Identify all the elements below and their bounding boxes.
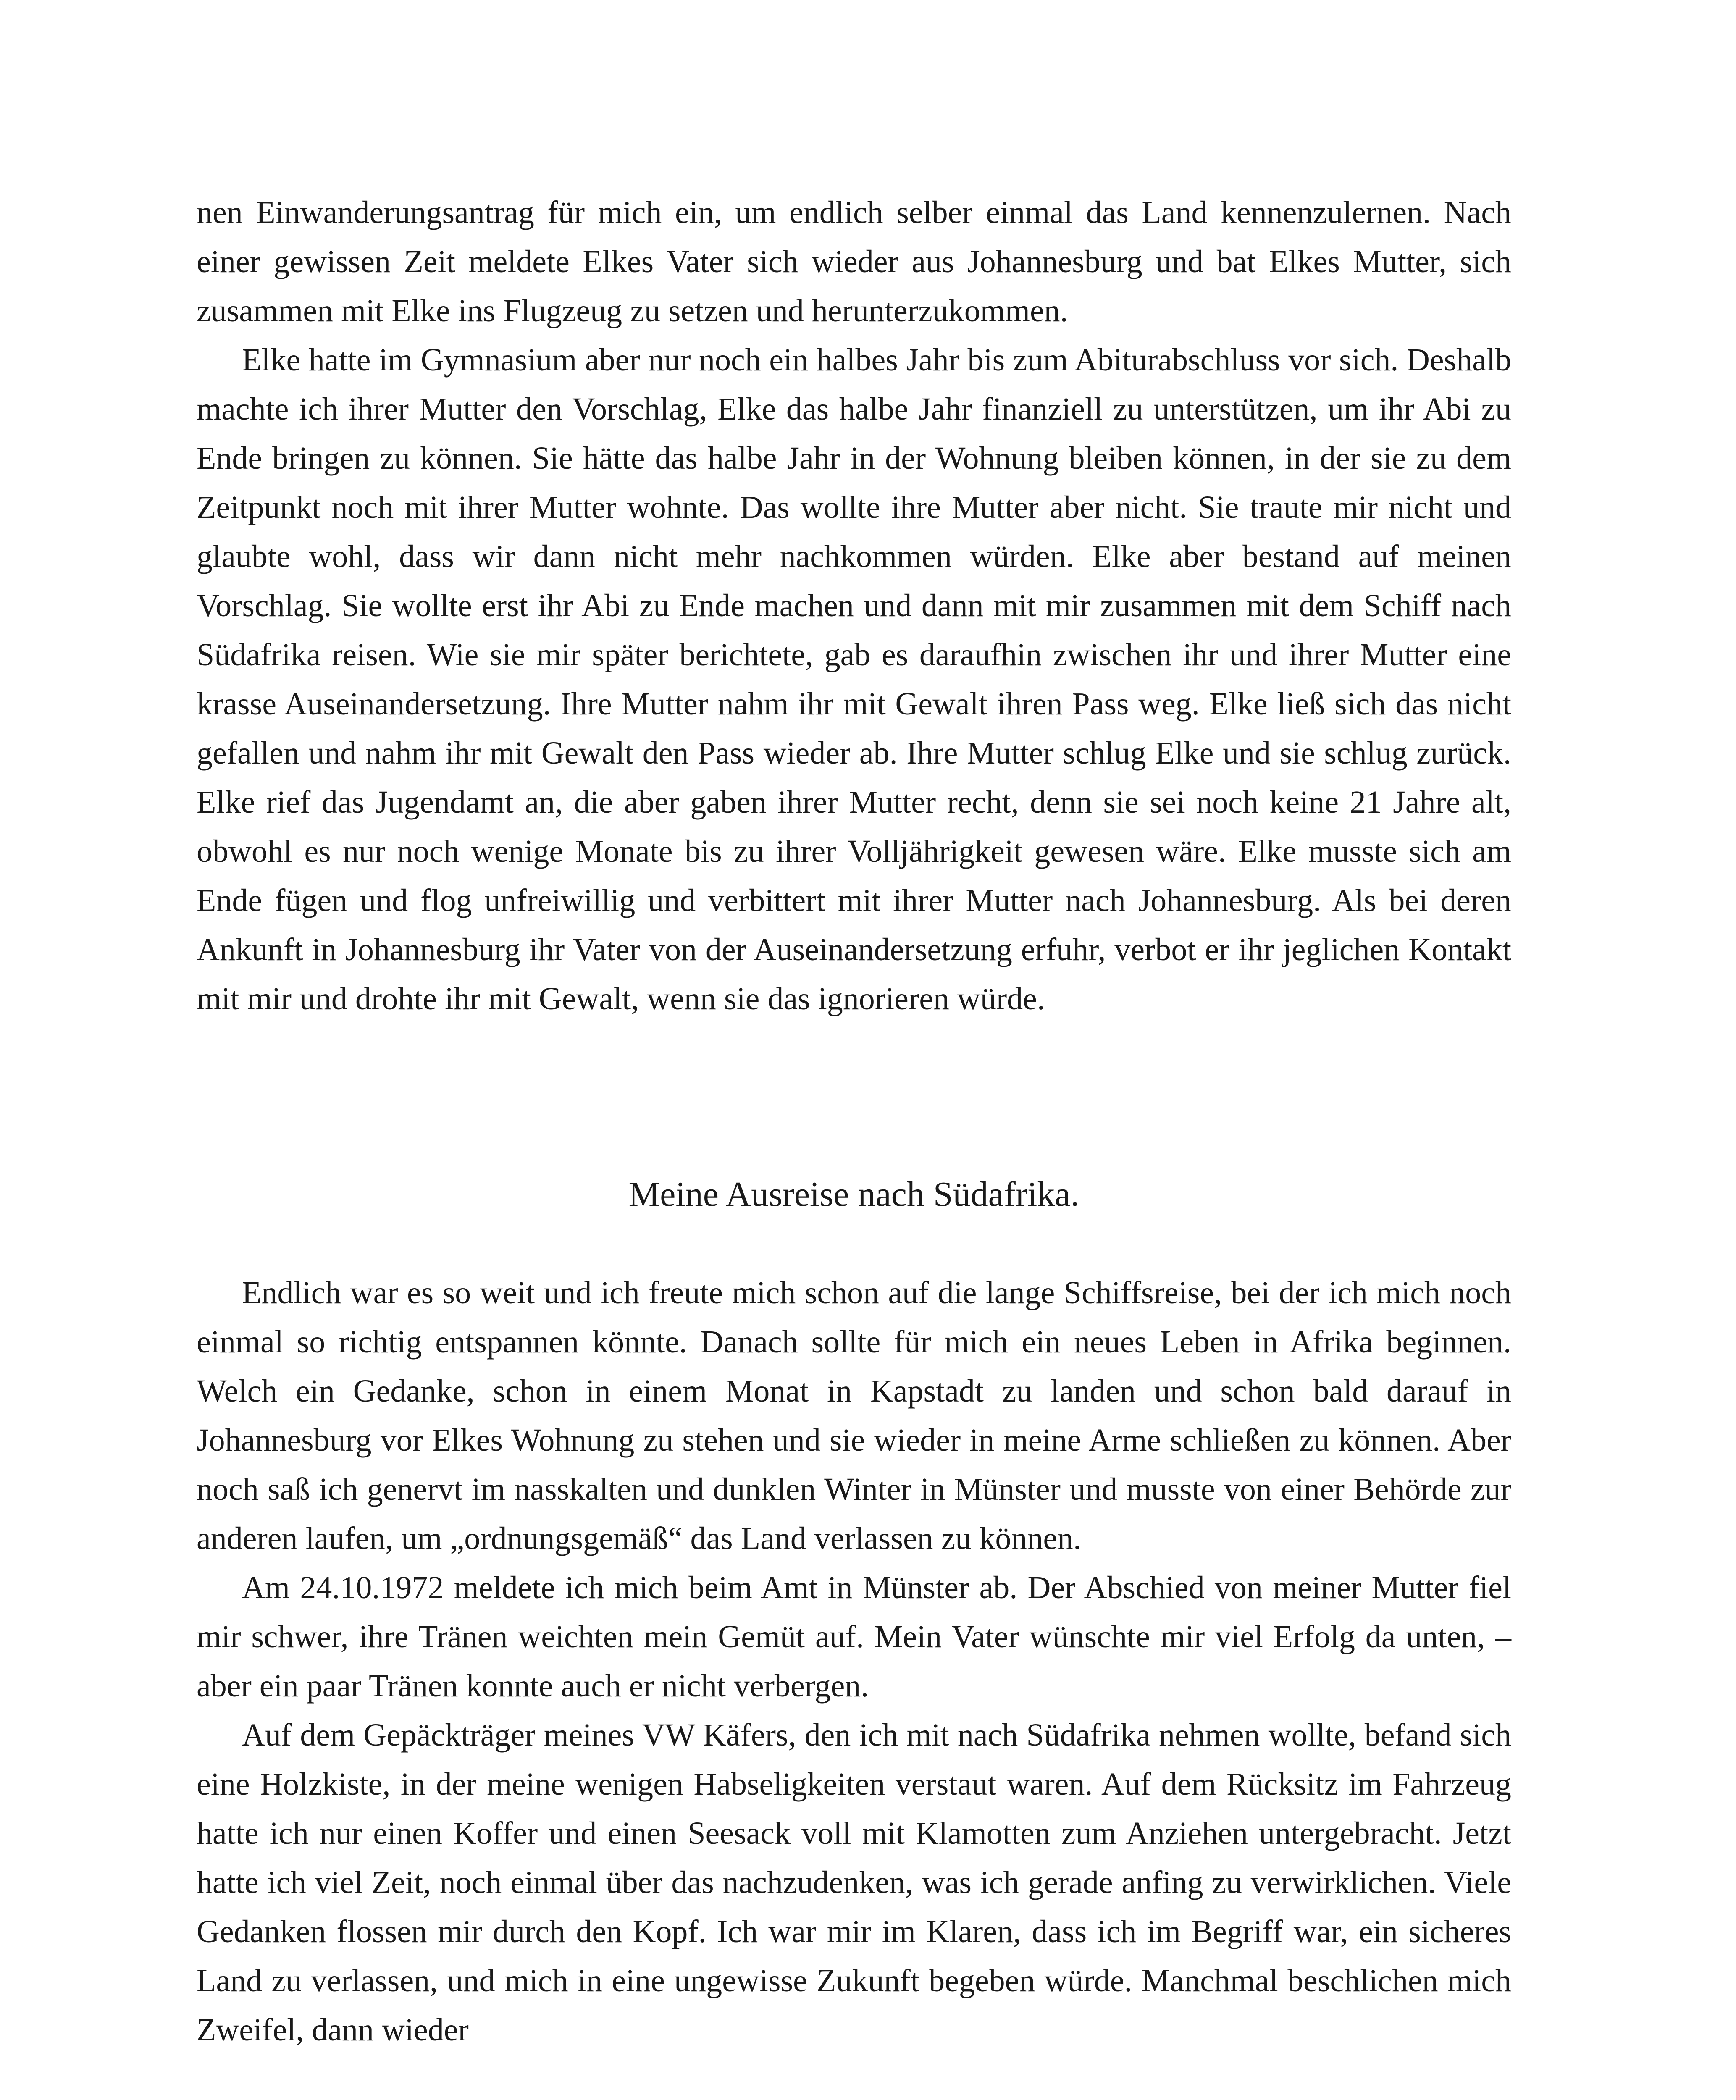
paragraph-elke-abitur: Elke hatte im Gymnasium aber nur noch ein halbes Jahr bis zum Abiturabschluss vor sich. Deshalb machte ich ihrer Mutter den Vorschlag, Elke das halbe Jahr finanziell zu unterstützen, um ihr Abi zu Ende bringen zu können. Sie hätte das halbe Jahr in der Wohnung bleiben können, in der sie zu dem Zeitpunkt noch mit ihrer Mutter wohnte. Das wollte ihre Mutter aber nicht. Sie traute mir nicht und glaubte wohl, dass wir dann nicht mehr nachkommen würden. Elke aber bestand auf meinen Vorschlag. Sie wollte erst ihr Abi zu Ende machen und dann mit mir zusammen mit dem Schiff nach Südafrika reisen. Wie sie mir später berichtete, gab es daraufhin zwischen ihr und ihrer Mutter eine krasse Auseinandersetzung. Ihre Mutter nahm ihr mit Gewalt ihren Pass weg. Elke ließ sich das nicht gefallen und nahm ihr mit Gewalt den Pass wieder ab. Ihre Mutter schlug Elke und sie schlug zurück. Elke rief das Jugendamt an, die aber gaben ihrer Mutter recht, denn sie sei noch keine 21 Jahre alt, obwohl es nur noch wenige Monate bis zu ihrer Volljährigkeit gewesen wäre. Elke musste sich am Ende fügen und flog unfreiwillig und verbittert mit ihrer Mutter nach Johannesburg. Als bei deren Ankunft in Johannesburg ihr Vater von der Auseinandersetzung erfuhr, verbot er ihr jeglichen Kontakt mit mir und drohte ihr mit Gewalt, wenn sie das ignorieren würde. — [197, 342, 1511, 1016]
body-text-top — [197, 188, 1511, 1024]
paragraph-departure: Endlich war es so weit und ich freute mich schon auf die lange Schiffsreise, bei der ich mich noch einmal so richtig entspannen könnte. Danach sollte für mich ein neues Leben in Afrika beginnen. Welch ein Gedanke, schon in einem Monat in Kapstadt zu landen und schon bald darauf in Johannesburg vor Elkes Wohnung zu stehen und sie wieder in meine Arme schließen zu können. Aber noch saß ich genervt im nasskalten und dunklen Winter in Münster und musste von einer Behörde zur anderen laufen, um „ordnungsgemäß“ das Land verlassen zu können. — [197, 1275, 1511, 1556]
section-heading: Meine Ausreise nach Südafrika. — [628, 1175, 1079, 1214]
paragraph-continuation: nen Einwanderungsantrag für mich ein, um endlich selber einmal das Land kennenzulernen. Nach einer gewissen Zeit meldete Elkes Vater sich wieder aus Johannesburg und bat Elkes Mutter, sich zusammen mit Elke ins Flugzeug zu setzen und herunterzukommen. — [197, 195, 1511, 328]
body-text-bottom — [197, 1268, 1511, 2055]
paragraph-farewell: Am 24.10.1972 meldete ich mich beim Amt in Münster ab. Der Abschied von meiner Mutter fiel mir schwer, ihre Tränen weichten mein Gemüt auf. Mein Vater wünschte mir viel Erfolg da unten, – aber ein paar Tränen konnte auch er nicht verbergen. — [197, 1570, 1511, 1704]
paragraph-vw-kaefer: Auf dem Gepäckträger meines VW Käfers, den ich mit nach Südafrika nehmen wollte, befand sich eine Holzkiste, in der meine wenigen Habseligkeiten verstaut waren. Auf dem Rücksitz im Fahrzeug hatte ich nur einen Koffer und einen Seesack voll mit Klamotten zum Anziehen untergebracht. Jetzt hatte ich viel Zeit, noch einmal über das nachzudenken, was ich gerade anfing zu verwirklichen. Viele Gedanken flossen mir durch den Kopf. Ich war mir im Klaren, dass ich im Begriff war, ein sicheres Land zu verlassen, und mich in eine ungewisse Zukunft begeben würde. Manchmal beschlichen mich Zweifel, dann wieder — [197, 1717, 1511, 2048]
